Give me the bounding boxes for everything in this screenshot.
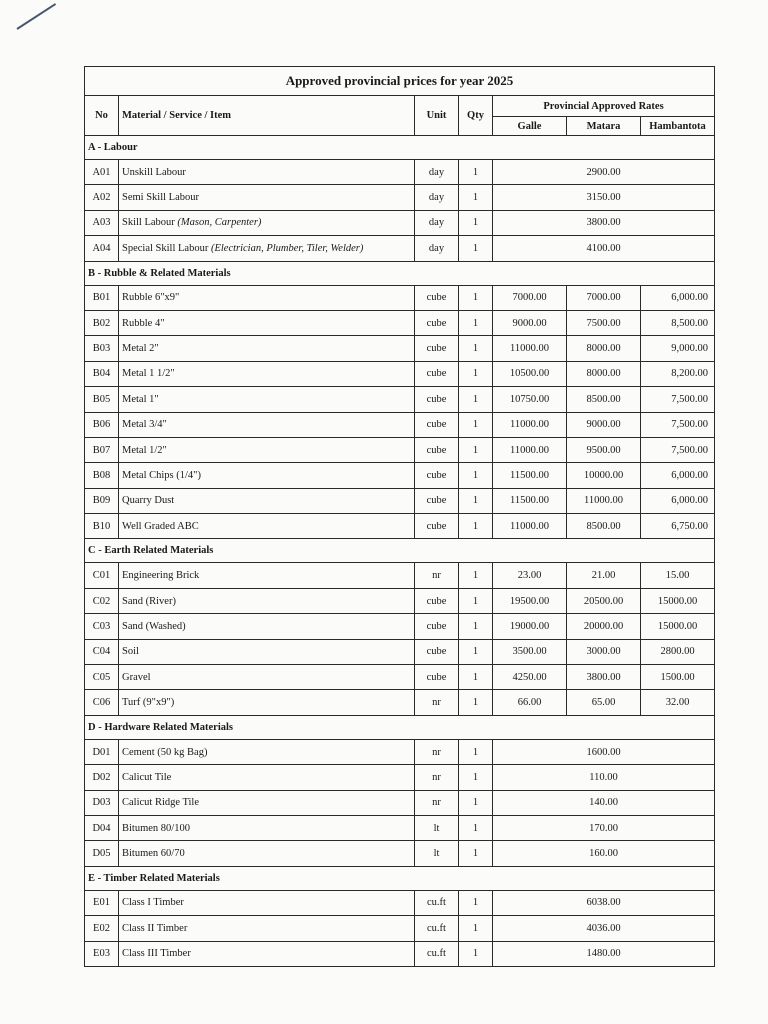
- item-code: B08: [85, 463, 119, 488]
- item-code: D01: [85, 739, 119, 764]
- rate-galle: 11000.00: [493, 412, 567, 437]
- header-galle: Galle: [493, 117, 567, 136]
- item-unit: nr: [415, 739, 459, 764]
- table-row: [85, 387, 715, 412]
- item-description: [119, 790, 415, 815]
- rate-matara: 8500.00: [567, 387, 641, 412]
- item-code: A02: [85, 185, 119, 210]
- section-title: A - Labour: [85, 136, 715, 160]
- table-row: [85, 210, 715, 235]
- item-qty: 1: [459, 285, 493, 310]
- item-code: B01: [85, 285, 119, 310]
- item-code: B10: [85, 514, 119, 539]
- item-rate-all: 110.00: [493, 765, 715, 790]
- item-name: Class I Timber: [122, 897, 184, 909]
- table-row: [85, 563, 715, 588]
- table-row: [85, 285, 715, 310]
- item-description: [119, 514, 415, 539]
- item-qty: 1: [459, 639, 493, 664]
- item-qty: 1: [459, 563, 493, 588]
- item-unit: cube: [415, 588, 459, 613]
- item-unit: day: [415, 160, 459, 185]
- rate-matara: 3800.00: [567, 665, 641, 690]
- item-description: [119, 890, 415, 915]
- item-qty: 1: [459, 690, 493, 715]
- item-description: [119, 463, 415, 488]
- item-description: [119, 285, 415, 310]
- rate-matara: 3000.00: [567, 639, 641, 664]
- item-description: [119, 437, 415, 462]
- section-header: [85, 136, 715, 160]
- item-name: Cement (50 kg Bag): [122, 746, 208, 758]
- rate-hambantota: 15.00: [641, 563, 715, 588]
- item-name: Calicut Ridge Tile: [122, 797, 200, 809]
- item-unit: cube: [415, 285, 459, 310]
- table-row: [85, 514, 715, 539]
- item-code: B03: [85, 336, 119, 361]
- item-rate-all: 2900.00: [493, 160, 715, 185]
- item-qty: 1: [459, 210, 493, 235]
- item-name: Turf (9"x9"): [122, 697, 175, 709]
- item-name: Well Graded ABC: [122, 520, 199, 532]
- item-rate-all: 3800.00: [493, 210, 715, 235]
- item-qty: 1: [459, 665, 493, 690]
- item-unit: day: [415, 210, 459, 235]
- item-unit: cube: [415, 310, 459, 335]
- item-unit: cube: [415, 488, 459, 513]
- item-name: Rubble 4": [122, 317, 165, 329]
- item-rate-all: 140.00: [493, 790, 715, 815]
- section-header: [85, 539, 715, 563]
- rate-matara: 7000.00: [567, 285, 641, 310]
- item-qty: 1: [459, 765, 493, 790]
- item-note: (Electrician, Plumber, Tiler, Welder): [210, 242, 364, 254]
- rate-hambantota: 6,000.00: [641, 488, 715, 513]
- item-unit: cube: [415, 514, 459, 539]
- item-name: Calicut Tile: [122, 771, 172, 783]
- item-code: A04: [85, 236, 119, 261]
- item-unit: cu.ft: [415, 916, 459, 941]
- item-code: D04: [85, 815, 119, 840]
- item-description: [119, 739, 415, 764]
- item-name: Soil: [122, 646, 139, 658]
- rate-hambantota: 7,500.00: [641, 387, 715, 412]
- item-name: Special Skill Labour: [122, 242, 211, 254]
- rate-hambantota: 32.00: [641, 690, 715, 715]
- section-header: [85, 261, 715, 285]
- table-row: [85, 916, 715, 941]
- rate-matara: 65.00: [567, 690, 641, 715]
- item-description: [119, 916, 415, 941]
- table-row: [85, 941, 715, 966]
- item-description: [119, 614, 415, 639]
- header-qty: Qty: [459, 96, 493, 136]
- price-document: [84, 66, 714, 967]
- table-body: [85, 136, 715, 967]
- header-material: Material / Service / Item: [119, 96, 415, 136]
- rate-matara: 7500.00: [567, 310, 641, 335]
- item-code: D03: [85, 790, 119, 815]
- item-unit: cu.ft: [415, 941, 459, 966]
- item-name: Metal 3/4": [122, 419, 167, 431]
- pen-mark: [16, 3, 56, 30]
- item-description: [119, 588, 415, 613]
- item-code: B09: [85, 488, 119, 513]
- item-qty: 1: [459, 916, 493, 941]
- item-code: B07: [85, 437, 119, 462]
- item-unit: cube: [415, 387, 459, 412]
- rate-galle: 23.00: [493, 563, 567, 588]
- item-name: Sand (River): [122, 595, 176, 607]
- rate-hambantota: 15000.00: [641, 614, 715, 639]
- section-title: D - Hardware Related Materials: [85, 715, 715, 739]
- rate-hambantota: 6,000.00: [641, 285, 715, 310]
- item-rate-all: 6038.00: [493, 890, 715, 915]
- item-name: Metal 2": [122, 343, 159, 355]
- item-unit: lt: [415, 841, 459, 866]
- rate-galle: 11500.00: [493, 463, 567, 488]
- item-description: [119, 310, 415, 335]
- item-qty: 1: [459, 488, 493, 513]
- item-code: C06: [85, 690, 119, 715]
- item-code: E01: [85, 890, 119, 915]
- rate-hambantota: 2800.00: [641, 639, 715, 664]
- item-qty: 1: [459, 310, 493, 335]
- item-description: [119, 639, 415, 664]
- item-unit: cube: [415, 639, 459, 664]
- item-name: Metal 1/2": [122, 444, 167, 456]
- rate-galle: 7000.00: [493, 285, 567, 310]
- table-row: [85, 412, 715, 437]
- item-unit: cube: [415, 614, 459, 639]
- rate-hambantota: 8,500.00: [641, 310, 715, 335]
- item-name: Class III Timber: [122, 948, 191, 960]
- item-code: C02: [85, 588, 119, 613]
- item-name: Rubble 6"x9": [122, 292, 180, 304]
- rate-hambantota: 6,000.00: [641, 463, 715, 488]
- item-unit: cube: [415, 361, 459, 386]
- rate-hambantota: 7,500.00: [641, 437, 715, 462]
- item-unit: cube: [415, 336, 459, 361]
- rate-hambantota: 6,750.00: [641, 514, 715, 539]
- item-qty: 1: [459, 739, 493, 764]
- item-qty: 1: [459, 160, 493, 185]
- item-description: [119, 488, 415, 513]
- item-description: [119, 815, 415, 840]
- section-title: E - Timber Related Materials: [85, 866, 715, 890]
- item-code: D02: [85, 765, 119, 790]
- item-name: Unskill Labour: [122, 166, 186, 178]
- item-qty: 1: [459, 185, 493, 210]
- rate-hambantota: 8,200.00: [641, 361, 715, 386]
- header-matara: Matara: [567, 117, 641, 136]
- item-unit: cube: [415, 665, 459, 690]
- item-qty: 1: [459, 614, 493, 639]
- item-name: Class II Timber: [122, 922, 188, 934]
- table-row: [85, 463, 715, 488]
- item-code: B05: [85, 387, 119, 412]
- item-qty: 1: [459, 387, 493, 412]
- rate-galle: 19000.00: [493, 614, 567, 639]
- table-row: [85, 336, 715, 361]
- item-name: Quarry Dust: [122, 495, 175, 507]
- item-code: C01: [85, 563, 119, 588]
- item-qty: 1: [459, 437, 493, 462]
- item-code: A03: [85, 210, 119, 235]
- item-description: [119, 361, 415, 386]
- item-code: E02: [85, 916, 119, 941]
- rate-galle: 10750.00: [493, 387, 567, 412]
- item-rate-all: 160.00: [493, 841, 715, 866]
- item-description: [119, 563, 415, 588]
- item-code: D05: [85, 841, 119, 866]
- item-qty: 1: [459, 463, 493, 488]
- item-name: Metal 1 1/2": [122, 368, 175, 380]
- item-unit: day: [415, 185, 459, 210]
- table-row: [85, 790, 715, 815]
- item-qty: 1: [459, 941, 493, 966]
- header-unit: Unit: [415, 96, 459, 136]
- rate-galle: 3500.00: [493, 639, 567, 664]
- rate-matara: 20500.00: [567, 588, 641, 613]
- item-code: B02: [85, 310, 119, 335]
- item-rate-all: 170.00: [493, 815, 715, 840]
- item-name: Semi Skill Labour: [122, 192, 199, 204]
- table-row: [85, 665, 715, 690]
- item-unit: nr: [415, 563, 459, 588]
- table-row: [85, 361, 715, 386]
- item-qty: 1: [459, 236, 493, 261]
- item-code: C04: [85, 639, 119, 664]
- table-row: [85, 488, 715, 513]
- item-name: Bitumen 80/100: [122, 822, 190, 834]
- item-unit: nr: [415, 790, 459, 815]
- rate-galle: 66.00: [493, 690, 567, 715]
- rate-matara: 21.00: [567, 563, 641, 588]
- item-qty: 1: [459, 514, 493, 539]
- item-description: [119, 665, 415, 690]
- item-description: [119, 210, 415, 235]
- table-row: [85, 739, 715, 764]
- price-table: [84, 66, 715, 967]
- rate-matara: 9500.00: [567, 437, 641, 462]
- table-row: [85, 614, 715, 639]
- rate-hambantota: 15000.00: [641, 588, 715, 613]
- rate-hambantota: 7,500.00: [641, 412, 715, 437]
- item-description: [119, 336, 415, 361]
- item-unit: cube: [415, 412, 459, 437]
- rate-matara: 8000.00: [567, 361, 641, 386]
- item-code: E03: [85, 941, 119, 966]
- item-description: [119, 941, 415, 966]
- header-no: No: [85, 96, 119, 136]
- rate-matara: 11000.00: [567, 488, 641, 513]
- item-description: [119, 841, 415, 866]
- rate-galle: 10500.00: [493, 361, 567, 386]
- section-header: [85, 866, 715, 890]
- item-qty: 1: [459, 790, 493, 815]
- item-description: [119, 185, 415, 210]
- item-unit: nr: [415, 765, 459, 790]
- rate-matara: 10000.00: [567, 463, 641, 488]
- table-row: [85, 310, 715, 335]
- item-rate-all: 4036.00: [493, 916, 715, 941]
- item-name: Engineering Brick: [122, 570, 200, 582]
- item-rate-all: 1480.00: [493, 941, 715, 966]
- item-name: Skill Labour: [122, 217, 178, 229]
- rate-matara: 20000.00: [567, 614, 641, 639]
- table-row: [85, 437, 715, 462]
- item-unit: nr: [415, 690, 459, 715]
- document-title: Approved provincial prices for year 2025: [85, 67, 715, 96]
- section-title: B - Rubble & Related Materials: [85, 261, 715, 285]
- item-name: Metal Chips (1/4"): [122, 469, 201, 481]
- section-title: C - Earth Related Materials: [85, 539, 715, 563]
- item-qty: 1: [459, 412, 493, 437]
- table-row: [85, 815, 715, 840]
- rate-hambantota: 1500.00: [641, 665, 715, 690]
- table-row: [85, 160, 715, 185]
- item-qty: 1: [459, 336, 493, 361]
- rate-hambantota: 9,000.00: [641, 336, 715, 361]
- item-rate-all: 4100.00: [493, 236, 715, 261]
- table-row: [85, 765, 715, 790]
- rate-matara: 8000.00: [567, 336, 641, 361]
- item-description: [119, 387, 415, 412]
- item-qty: 1: [459, 588, 493, 613]
- item-rate-all: 1600.00: [493, 739, 715, 764]
- item-name: Metal 1": [122, 393, 159, 405]
- table-row: [85, 236, 715, 261]
- item-unit: lt: [415, 815, 459, 840]
- table-row: [85, 588, 715, 613]
- item-qty: 1: [459, 815, 493, 840]
- item-qty: 1: [459, 841, 493, 866]
- item-code: C03: [85, 614, 119, 639]
- item-description: [119, 690, 415, 715]
- item-code: C05: [85, 665, 119, 690]
- item-unit: cube: [415, 437, 459, 462]
- rate-galle: 19500.00: [493, 588, 567, 613]
- item-qty: 1: [459, 890, 493, 915]
- section-header: [85, 715, 715, 739]
- item-note: (Mason, Carpenter): [177, 217, 262, 229]
- item-name: Bitumen 60/70: [122, 848, 185, 860]
- item-rate-all: 3150.00: [493, 185, 715, 210]
- table-row: [85, 890, 715, 915]
- rate-galle: 9000.00: [493, 310, 567, 335]
- item-name: Sand (Washed): [122, 620, 186, 632]
- item-description: [119, 160, 415, 185]
- rate-galle: 11500.00: [493, 488, 567, 513]
- header-rates-group: Provincial Approved Rates: [493, 96, 715, 117]
- item-description: [119, 412, 415, 437]
- item-code: A01: [85, 160, 119, 185]
- table-row: [85, 841, 715, 866]
- table-row: [85, 639, 715, 664]
- item-description: [119, 236, 415, 261]
- item-unit: day: [415, 236, 459, 261]
- table-row: [85, 185, 715, 210]
- rate-matara: 8500.00: [567, 514, 641, 539]
- item-code: B06: [85, 412, 119, 437]
- table-row: [85, 690, 715, 715]
- rate-galle: 4250.00: [493, 665, 567, 690]
- item-name: Gravel: [122, 671, 151, 683]
- item-unit: cube: [415, 463, 459, 488]
- item-qty: 1: [459, 361, 493, 386]
- item-description: [119, 765, 415, 790]
- rate-matara: 9000.00: [567, 412, 641, 437]
- item-unit: cu.ft: [415, 890, 459, 915]
- rate-galle: 11000.00: [493, 336, 567, 361]
- item-code: B04: [85, 361, 119, 386]
- rate-galle: 11000.00: [493, 437, 567, 462]
- rate-galle: 11000.00: [493, 514, 567, 539]
- header-hambantota: Hambantota: [641, 117, 715, 136]
